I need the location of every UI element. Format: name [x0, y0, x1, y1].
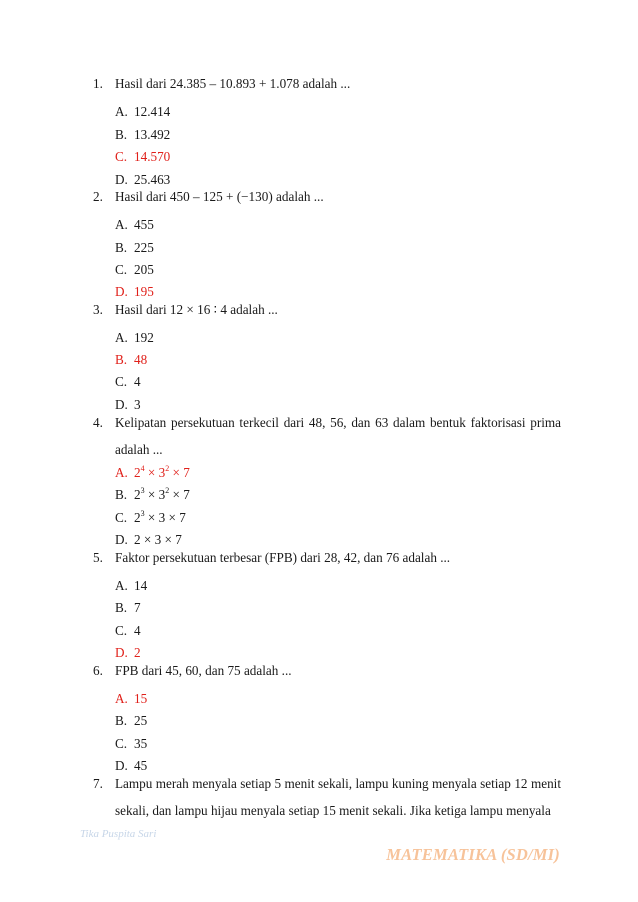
option-5b: B. 7 [115, 600, 141, 615]
question-text: Hasil dari 450 – 125 + (−130) adalah ... [115, 189, 324, 204]
option-3a: A. 192 [115, 330, 154, 345]
question-text: Faktor persekutuan terbesar (FPB) dari 28, 42, dan 76 adalah ... [115, 550, 451, 565]
option-6a: A. 15 [115, 691, 148, 706]
option-6d: D. 45 [115, 758, 148, 773]
question-number: 6. [93, 663, 103, 678]
question-number: 7. [93, 776, 103, 791]
option-1a: A. 12.414 [115, 104, 171, 119]
question-number: 3. [93, 302, 103, 317]
footer-subject: MATEMATIKA (SD/MI) [386, 845, 560, 864]
question-text: Hasil dari 12 × 16 ∶ 4 adalah ... [115, 302, 278, 317]
footer-author: Tika Puspita Sari [80, 828, 157, 840]
option-5c: C. 4 [115, 623, 141, 638]
option-4a: A. $2^4 \times 3^2 \times 7$ [115, 464, 190, 480]
question-4 [93, 409, 561, 463]
question-7 [93, 770, 561, 824]
question-text: FPB dari 45, 60, dan 75 adalah ... [115, 663, 292, 678]
option-3d: D. 3 [115, 397, 141, 412]
option-2a: A. 455 [115, 217, 154, 232]
question-number: 1. [93, 76, 103, 91]
option-3b: B. 48 [115, 352, 148, 367]
question-text: Lampu merah menyala setiap 5 menit sekali, lampu kuning menyala setiap 12 menit sekali, dan lampu hijau menyala setiap 15 menit sekali. Jika ketiga lampu menyala [115, 776, 561, 818]
option-1b: B. 13.492 [115, 127, 171, 142]
question-5 [93, 544, 561, 571]
option-5d: D. 2 [115, 645, 141, 660]
option-2d: D. 195 [115, 284, 154, 299]
question-text: Kelipatan persekutuan terkecil dari 48, 56, dan 63 dalam bentuk faktorisasi prima adalah ... [115, 415, 561, 457]
question-number: 5. [93, 550, 103, 565]
option-4c: C. $2^3 \times 3 \times 7$ [115, 509, 186, 525]
question-number: 4. [93, 415, 103, 430]
option-5a: A. 14 [115, 578, 148, 593]
option-4b: B. $2^3 \times 3^2 \times 7$ [115, 486, 190, 502]
option-1c: C. 14.570 [115, 149, 171, 164]
option-4d: D. 2 × 3 × 7 [115, 532, 182, 547]
option-2c: C. 205 [115, 262, 154, 277]
question-1 [93, 70, 561, 97]
question-number: 2. [93, 189, 103, 204]
option-2b: B. 225 [115, 240, 154, 255]
question-3 [93, 296, 561, 323]
question-2 [93, 183, 561, 210]
option-6b: B. 25 [115, 713, 148, 728]
option-1d: D. 25.463 [115, 172, 171, 187]
question-text: Hasil dari 24.385 – 10.893 + 1.078 adalah ... [115, 76, 351, 91]
option-6c: C. 35 [115, 736, 148, 751]
option-3c: C. 4 [115, 374, 141, 389]
question-6 [93, 657, 561, 684]
